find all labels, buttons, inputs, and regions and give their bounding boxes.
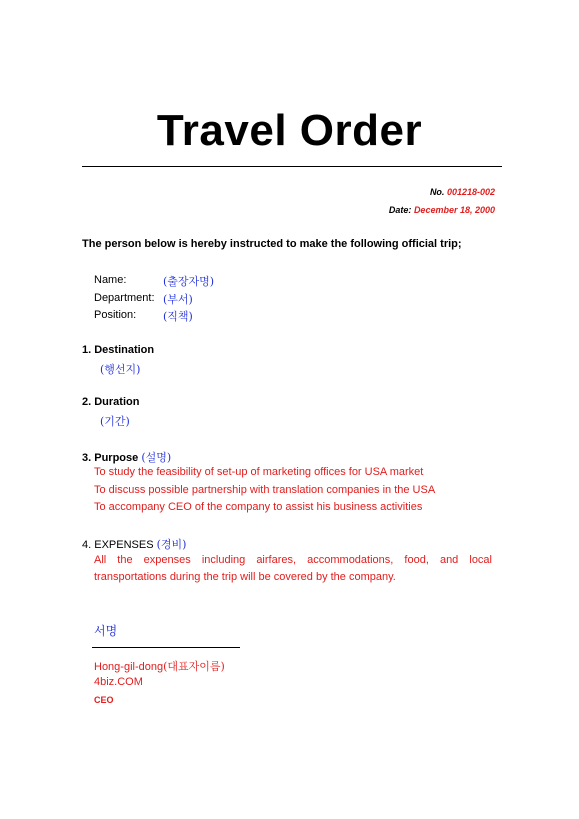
- order-date-label: Date:: [388, 205, 412, 215]
- purpose-line: To study the feasibility of set-up of marketing offices for USA market: [94, 466, 424, 478]
- department-value: (부서): [163, 293, 193, 306]
- expenses-line: transportations during the trip will be covered by the company.: [94, 571, 396, 583]
- name-label: Name:: [94, 274, 127, 286]
- order-number: [430, 187, 495, 197]
- destination-value: (행선지): [100, 363, 141, 376]
- expenses-heading: [82, 536, 186, 552]
- title-divider: [82, 166, 502, 167]
- order-number-value: 001218-002: [446, 187, 495, 197]
- position-value: (직책): [163, 310, 193, 323]
- signer-name: [94, 658, 225, 674]
- signature-line: [92, 647, 240, 648]
- intro-text: The person below is hereby instructed to make the following official trip;: [82, 238, 462, 250]
- signer-title: CEO: [94, 695, 114, 705]
- purpose-heading-text: 3. Purpose: [82, 452, 139, 464]
- page-title: Travel Order: [156, 106, 423, 155]
- signer-name-korean: (대표자이름): [163, 660, 225, 673]
- expenses-heading-korean: (경비): [156, 538, 187, 551]
- name-value: (출장자명): [163, 275, 215, 288]
- signature-label: 서명: [94, 624, 118, 638]
- order-date-value: December 18, 2000: [413, 205, 495, 215]
- order-number-label: No.: [429, 187, 445, 197]
- purpose-line: To accompany CEO of the company to assist his business activities: [94, 501, 423, 513]
- purpose-heading: [82, 449, 171, 465]
- expenses-line: All the expenses including airfares, accommodations, food, and local: [94, 554, 492, 566]
- expenses-heading-text: 4. EXPENSES: [82, 539, 154, 551]
- order-date: [389, 205, 495, 215]
- purpose-heading-korean: (설명): [141, 451, 172, 464]
- destination-heading: 1. Destination: [82, 344, 155, 356]
- position-label: Position:: [94, 309, 137, 321]
- signer-name-text: Hong-gil-dong: [94, 661, 164, 673]
- duration-heading: 2. Duration: [82, 396, 140, 408]
- department-label: Department:: [94, 292, 155, 304]
- signer-company: 4biz.COM: [94, 676, 143, 688]
- duration-value: (기간): [100, 415, 130, 428]
- purpose-line: To discuss possible partnership with translation companies in the USA: [94, 484, 436, 496]
